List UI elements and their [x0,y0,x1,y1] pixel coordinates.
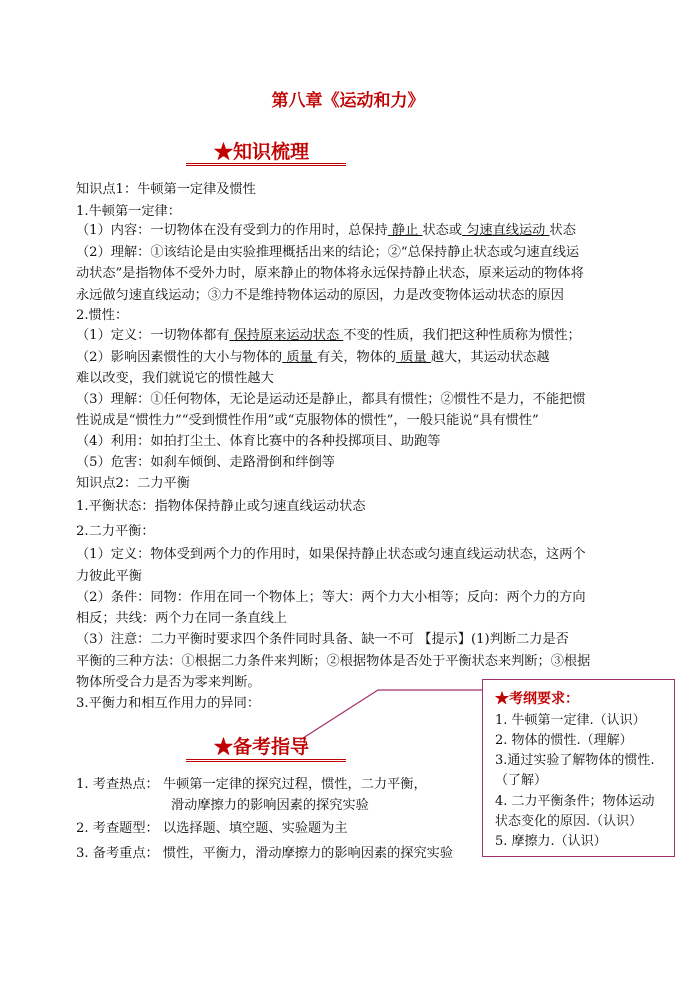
kp1-s2-understanding-2: 性说成是“惯性力”“受到惯性作用”或“克服物体的惯性”，一般只能说“具有惯性” [76,413,539,428]
syllabus-item: 2. 物体的惯性.（理解） [495,733,633,748]
section-guide-label: 备考指导 [233,736,310,758]
page-title: 第八章《运动和力》 [271,91,425,111]
kp1-s1-content: （1）内容：一切物体在没有受到力的作用时，总保持 静止 状态或 匀速直线运动 状态 [76,223,576,238]
syllabus-box [482,679,675,857]
kp2-balance-state: 1.平衡状态：指物体保持静止或匀速直线运动状态 [76,499,366,514]
star-icon: ★ [214,736,234,758]
kp2-condition-1: （2）条件：同物：作用在同一个物体上；等大：两个力大小相等；反向：两个力的方向 [76,590,586,605]
kp1-s2-factors-1: （2）影响因素惯性的大小与物体的 质量 有关，物体的 质量 越大，其运动状态越 [76,350,550,365]
kp2-condition-2: 相反；共线：两个力在同一条直线上 [76,611,287,626]
section-guide-underline [186,759,346,762]
blank-answer: 静止 [387,223,423,238]
syllabus-title: ★考纲要求： [495,691,579,707]
syllabus-item-cont: （了解） [495,773,548,788]
kp1-s2-understanding-1: （3）理解：①任何物体，无论是运动还是静止，都具有惯性；②惯性不是力，不能把惯 [76,392,586,407]
kp1-s2-title: 2.惯性： [76,308,129,323]
guide-hotspot-cont: 滑动摩擦力的影响因素的探究实验 [171,798,369,813]
kp1-s2-factors-2: 难以改变，我们就说它的惯性越大 [76,371,274,386]
blank-answer: 质量 [282,350,317,365]
syllabus-item: 4. 二力平衡条件；物体运动 [495,794,655,809]
syllabus-item: 1. 牛顿第一定律.（认识） [495,713,646,728]
syllabus-item-cont: 状态变化的原因.（认识） [495,814,643,829]
syllabus-item: 3.通过实验了解物体的惯性. [495,753,655,768]
kp1-s1-understanding-1: （2）理解：①该结论是由实验推理概括出来的结论；②“总保持静止状态或匀速直线运 [76,245,580,260]
kp1-heading: 知识点1：牛顿第一定律及惯性 [76,182,256,197]
kp1-s2-definition: （1）定义：一切物体都有 保持原来运动状态 不变的性质，我们把这种性质称为惯性； [76,328,581,343]
kp2-heading: 知识点2：二力平衡 [76,476,190,491]
section-guide-heading [214,732,309,759]
section-knowledge-label: 知识梳理 [233,141,310,163]
kp1-s1-understanding-3: 永远做匀速直线运动；③力不是维持物体运动的原因，力是改变物体运动状态的原因 [76,288,564,303]
kp2-comparison: 3.平衡力和相互作用力的异同： [76,696,261,711]
guide-question-types: 2. 考查题型： 以选择题、填空题、实验题为主 [76,821,348,836]
guide-hotspot: 1. 考查热点： 牛顿第一定律的探究过程，惯性，二力平衡， [76,777,427,792]
guide-key-points: 3. 备考重点： 惯性，平衡力，滑动摩擦力的影响因素的探究实验 [76,846,454,861]
star-icon: ★ [214,141,234,163]
kp2-definition-1: （1）定义：物体受到两个力的作用时，如果保持静止状态或匀速直线运动状态，这两个 [76,547,586,562]
kp2-note-3: 物体所受合力是否为零来判断。 [76,675,261,690]
kp1-s1-understanding-2: 动状态”是指物体不受外力时，原来静止的物体将永远保持静止状态，原来运动的物体将 [76,266,584,281]
kp1-s2-use: （4）利用：如拍打尘土、体育比赛中的各种投掷项目、助跑等 [76,434,441,449]
blank-answer: 质量 [396,350,431,365]
kp2-note-2: 平衡的三种方法：①根据二力条件来判断；②根据物体是否处于平衡状态来判断；③根据 [76,654,591,669]
blank-answer: 匀速直线运动 [462,223,550,238]
kp2-note-1: （3）注意：二力平衡时要求四个条件同时具备、缺一不可 【提示】(1)判断二力是否 [76,632,569,647]
kp1-s1-title: 1.牛顿第一定律： [76,204,181,219]
blank-answer: 保持原来运动状态 [229,328,344,343]
kp2-definition-2: 力彼此平衡 [76,569,142,584]
kp2-two-force-title: 2.二力平衡： [76,524,155,539]
syllabus-item: 5. 摩擦力.（认识） [495,834,607,849]
kp1-s2-harm: （5）危害：如刹车倾倒、走路滑倒和绊倒等 [76,455,335,470]
